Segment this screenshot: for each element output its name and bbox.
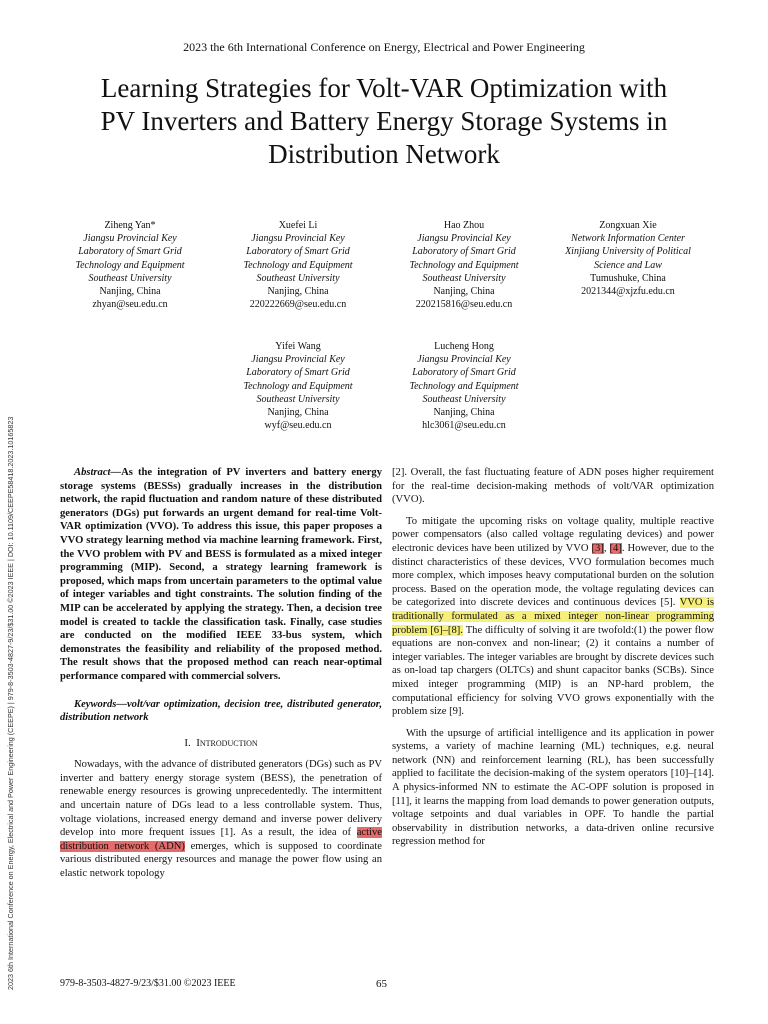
section-title: Introduction — [196, 736, 258, 749]
author-block — [379, 340, 549, 432]
section-heading — [60, 737, 382, 751]
body-paragraph: [2]. Overall, the fast fluctuating feature of ADN poses higher requirement for the real-time decision-making methods of volt/VAR optimization (VVO). — [392, 467, 714, 506]
highlight-adn[interactable]: active distribution network (ADN) — [60, 827, 382, 852]
author-name: Zongxuan Xie — [599, 220, 657, 231]
author-city: Nanjing, China — [267, 407, 329, 419]
body-text: To mitigate the upcoming risks on voltage quality, multiple reactive power compensators (also called voltage regulating devices) and power electronic devices have been utilized by VVO — [392, 515, 714, 554]
author-email[interactable]: zhyan@seu.edu.cn — [92, 299, 168, 311]
body-paragraph: With the upsurge of artificial intelligence and its application in power systems, a variety of machine learning (ML) techniques, e.g. neural network (NN) and reinforcement learning (RL), has been successfully applied to facilitate the decision-making of the system operators [10]–[14]. A physics-informed NN to estimate the AC-OPF solution is proposed in [11], it learns the mapping from load demands to power generation outputs, voltage setpoints and dual variables in OPF. To handle the partial observability in distribution networks, a data-driven online recursive regression method for — [392, 727, 714, 848]
body-text: The difficulty of solving it are twofold:(1) the power flow equations are non-convex and non-linear; (2) it contains a number of integer variables. The integer variables are brought by discrete devices such as on-load tap chargers (OLTCs) and shunt capacitor banks (SCBs). Since mixed integer programming (MIP) is an NP-hard problem, the computational efficiency for solving VVO grows exponentially with the problem size [9]. — [392, 624, 714, 718]
author-affiliation: Laboratory of Smart Grid — [246, 367, 350, 379]
author-affiliation: Jiangsu Provincial Key — [417, 354, 511, 366]
author-city: Nanjing, China — [267, 286, 329, 298]
author-city: Nanjing, China — [433, 407, 495, 419]
body-text: , — [603, 542, 610, 554]
author-block — [45, 219, 215, 311]
author-block — [213, 219, 383, 311]
footer-isbn: 979-8-3503-4827-9/23/$31.00 ©2023 IEEE — [60, 978, 236, 989]
keywords-lead: Keywords— — [74, 698, 127, 710]
author-affiliation: Technology and Equipment — [409, 380, 519, 392]
doi-sidebar: 2023 6th International Conference on Energy, Electrical and Power Engineering (CEEPE) | 979-8-3503-4827-9/23/$31.00 ©2023 IEEE | DOI: 10.1109/CEEPE58418.2023.10165823 — [6, 416, 15, 990]
body-paragraph — [392, 515, 714, 719]
author-city: Tumushuke, China — [590, 272, 666, 284]
paper-title — [40, 72, 728, 171]
author-name: Xuefei Li — [278, 220, 318, 231]
author-affiliation: Laboratory of Smart Grid — [412, 367, 516, 379]
author-block — [213, 340, 383, 432]
section-number: I. — [184, 736, 191, 749]
left-column — [60, 466, 382, 889]
author-affiliation: Southeast University — [422, 393, 506, 405]
abstract-lead: Abstract— — [74, 467, 122, 478]
author-affiliation: Jiangsu Provincial Key — [251, 233, 345, 245]
title-line: PV Inverters and Battery Energy Storage Systems in — [100, 106, 668, 136]
intro-text: Nowadays, with the advance of distributed generators (DGs) such as PV inverter and battery energy storage system (BESS), the penetration of renewable energy resources is growing unprecedentedly. The intermittent and uncertain nature of DGs lead to a less controllable system. Thus, voltage violations, increased energy demand and inverse power delivery develop into more frequent issues [1]. As a result, the idea of — [60, 759, 382, 839]
author-affiliation: Technology and Equipment — [243, 380, 353, 392]
author-affiliation: Jiangsu Provincial Key — [251, 354, 345, 366]
author-email[interactable]: wyf@seu.edu.cn — [264, 420, 332, 432]
author-name: Lucheng Hong — [434, 341, 494, 352]
author-name: Ziheng Yan* — [104, 220, 156, 231]
author-affiliation: Southeast University — [256, 272, 340, 284]
keywords-text: volt/var optimization, decision tree, distributed generator, distribution network — [60, 698, 382, 724]
abstract-text: As the integration of PV inverters and battery energy storage systems (BESSs) gradually increases in the distribution network, the rapid fluctuation and random nature of these distributed generators (DGs) put forwards an urgent demand for real-time Volt-VAR optimization (VVO). To address this issue, this paper proposes a VVO strategy learning method via machine learning framework. First, the VVO problem with PV and BESS is formulated as a mixed integer programming (MIP). Second, a strategy learning framework is proposed, which maps from uncertain parameters to the optimal value of integer variables and tight constraints. The solution finding of the MIP can be accelerated by applying the strategy. Then, a decision tree model is created to tackle the classification task. Finally, case studies are conducted on the modified IEEE 33-bus system, which demonstrates the feasibility and reliability of the proposed method. The result shows that the proposed method can reach near-optimal performance compared with commercial solvers. — [60, 467, 382, 682]
author-affiliation: Technology and Equipment — [243, 259, 353, 271]
abstract — [60, 466, 382, 684]
title-line: Learning Strategies for Volt-VAR Optimization with — [100, 73, 668, 103]
author-affiliation: Science and Law — [594, 259, 662, 271]
keywords — [60, 698, 382, 725]
author-email[interactable]: 2021344@xjzfu.edu.cn — [581, 286, 675, 298]
author-block — [543, 219, 713, 298]
author-affiliation: Laboratory of Smart Grid — [78, 246, 182, 258]
author-affiliation: Laboratory of Smart Grid — [412, 246, 516, 258]
author-city: Nanjing, China — [99, 286, 161, 298]
author-block — [379, 219, 549, 311]
author-affiliation: Network Information Center — [571, 233, 685, 245]
author-affiliation: Xinjiang University of Political — [565, 246, 691, 258]
highlight-ref-3[interactable]: [3] — [591, 542, 604, 554]
intro-text: emerges, which is supposed to coordinate various distributed energy resources and manage the power flow using an elastic network topology — [60, 840, 382, 880]
author-affiliation: Jiangsu Provincial Key — [417, 233, 511, 245]
author-affiliation: Southeast University — [88, 272, 172, 284]
author-affiliation: Jiangsu Provincial Key — [83, 233, 177, 245]
body-text: . However, due to the distinct characteristics of these devices, VVO formulation becomes much more complex, which imposes heavy computational burden on the solution process. Based on the operation mode, the voltage regulating devices can be categorized into discrete devices and continuous devices [5]. — [392, 542, 715, 609]
page-number: 65 — [376, 978, 387, 990]
author-affiliation: Technology and Equipment — [409, 259, 519, 271]
conference-header: 2023 the 6th International Conference on Energy, Electrical and Power Engineering — [183, 40, 585, 54]
author-affiliation: Southeast University — [422, 272, 506, 284]
author-name: Yifei Wang — [275, 341, 321, 352]
author-name: Hao Zhou — [443, 220, 485, 231]
author-affiliation: Southeast University — [256, 393, 340, 405]
title-line: Distribution Network — [268, 139, 500, 169]
author-email[interactable]: 220215816@seu.edu.cn — [415, 299, 513, 311]
intro-paragraph — [60, 758, 382, 880]
author-affiliation: Laboratory of Smart Grid — [246, 246, 350, 258]
highlight-vvo-minlp[interactable]: VVO is traditionally formulated as a mixed integer non-linear programming problem [6]–[8]. — [392, 597, 715, 636]
author-city: Nanjing, China — [433, 286, 495, 298]
author-email[interactable]: hlc3061@seu.edu.cn — [422, 420, 506, 432]
author-affiliation: Technology and Equipment — [75, 259, 185, 271]
highlight-ref-4[interactable]: [4] — [609, 542, 622, 554]
right-column — [392, 466, 714, 857]
author-email[interactable]: 220222669@seu.edu.cn — [249, 299, 347, 311]
